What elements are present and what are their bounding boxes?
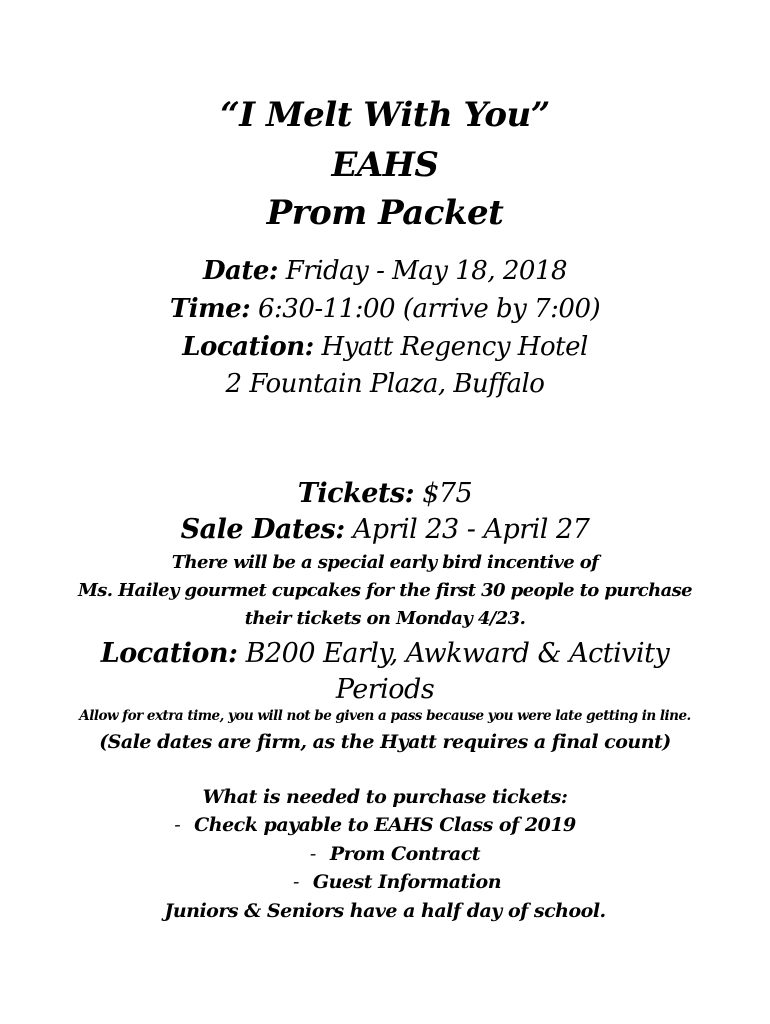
tickets-line bbox=[0, 480, 770, 507]
time-line bbox=[0, 296, 770, 322]
date-label: Date: bbox=[202, 256, 278, 286]
tickets-price: $75 bbox=[422, 478, 473, 509]
firm-dates-note: (Sale dates are firm, as the Hyatt requires a final count) bbox=[99, 731, 671, 753]
bullet-dash: - bbox=[309, 843, 316, 865]
address-line: 2 Fountain Plaza, Buffalo bbox=[225, 369, 545, 399]
date-value: Friday - May 18, 2018 bbox=[285, 256, 568, 286]
half-day-note: Juniors & Seniors have a half day of school. bbox=[164, 900, 606, 922]
bullet-dash: - bbox=[174, 814, 181, 836]
incentive-line-1: There will be a special early bird incentive of bbox=[171, 552, 599, 573]
requirement-item bbox=[10, 845, 770, 864]
time-value: 6:30-11:00 (arrive by 7:00) bbox=[257, 294, 601, 324]
bullet-dash: - bbox=[292, 871, 299, 893]
school-name: EAHS bbox=[331, 145, 439, 185]
sale-dates-line bbox=[0, 516, 770, 543]
incentive-line-2: Ms. Hailey gourmet cupcakes for the first 30 people to purchase bbox=[77, 580, 693, 601]
requirement-item bbox=[0, 816, 760, 835]
requirement-guest: Guest Information bbox=[312, 871, 502, 893]
time-label: Time: bbox=[169, 294, 251, 324]
location-label: Location: bbox=[182, 332, 314, 362]
packet-subtitle: Prom Packet bbox=[266, 193, 504, 233]
location-line bbox=[0, 334, 770, 360]
sale-dates-label: Sale Dates: bbox=[180, 514, 345, 545]
extra-time-note: Allow for extra time, you will not be given a pass because you were late getting in line. bbox=[79, 708, 691, 724]
sale-location-cont: Periods bbox=[335, 674, 435, 705]
sale-location-value: B200 Early, Awkward & Activity bbox=[245, 638, 670, 669]
incentive-line-3: their tickets on Monday 4/23. bbox=[244, 608, 526, 629]
date-line bbox=[0, 258, 770, 284]
sale-location-line bbox=[0, 640, 770, 667]
sale-location-label: Location: bbox=[100, 638, 238, 669]
sale-dates-value: April 23 - April 27 bbox=[352, 514, 590, 545]
packet-title: “I Melt With You” bbox=[220, 95, 550, 135]
location-value: Hyatt Regency Hotel bbox=[321, 332, 588, 362]
requirements-heading: What is needed to purchase tickets: bbox=[202, 786, 568, 808]
requirement-item bbox=[12, 873, 770, 892]
requirement-check: Check payable to EAHS Class of 2019 bbox=[194, 814, 576, 836]
requirement-contract: Prom Contract bbox=[329, 843, 481, 865]
tickets-label: Tickets: bbox=[297, 478, 415, 509]
